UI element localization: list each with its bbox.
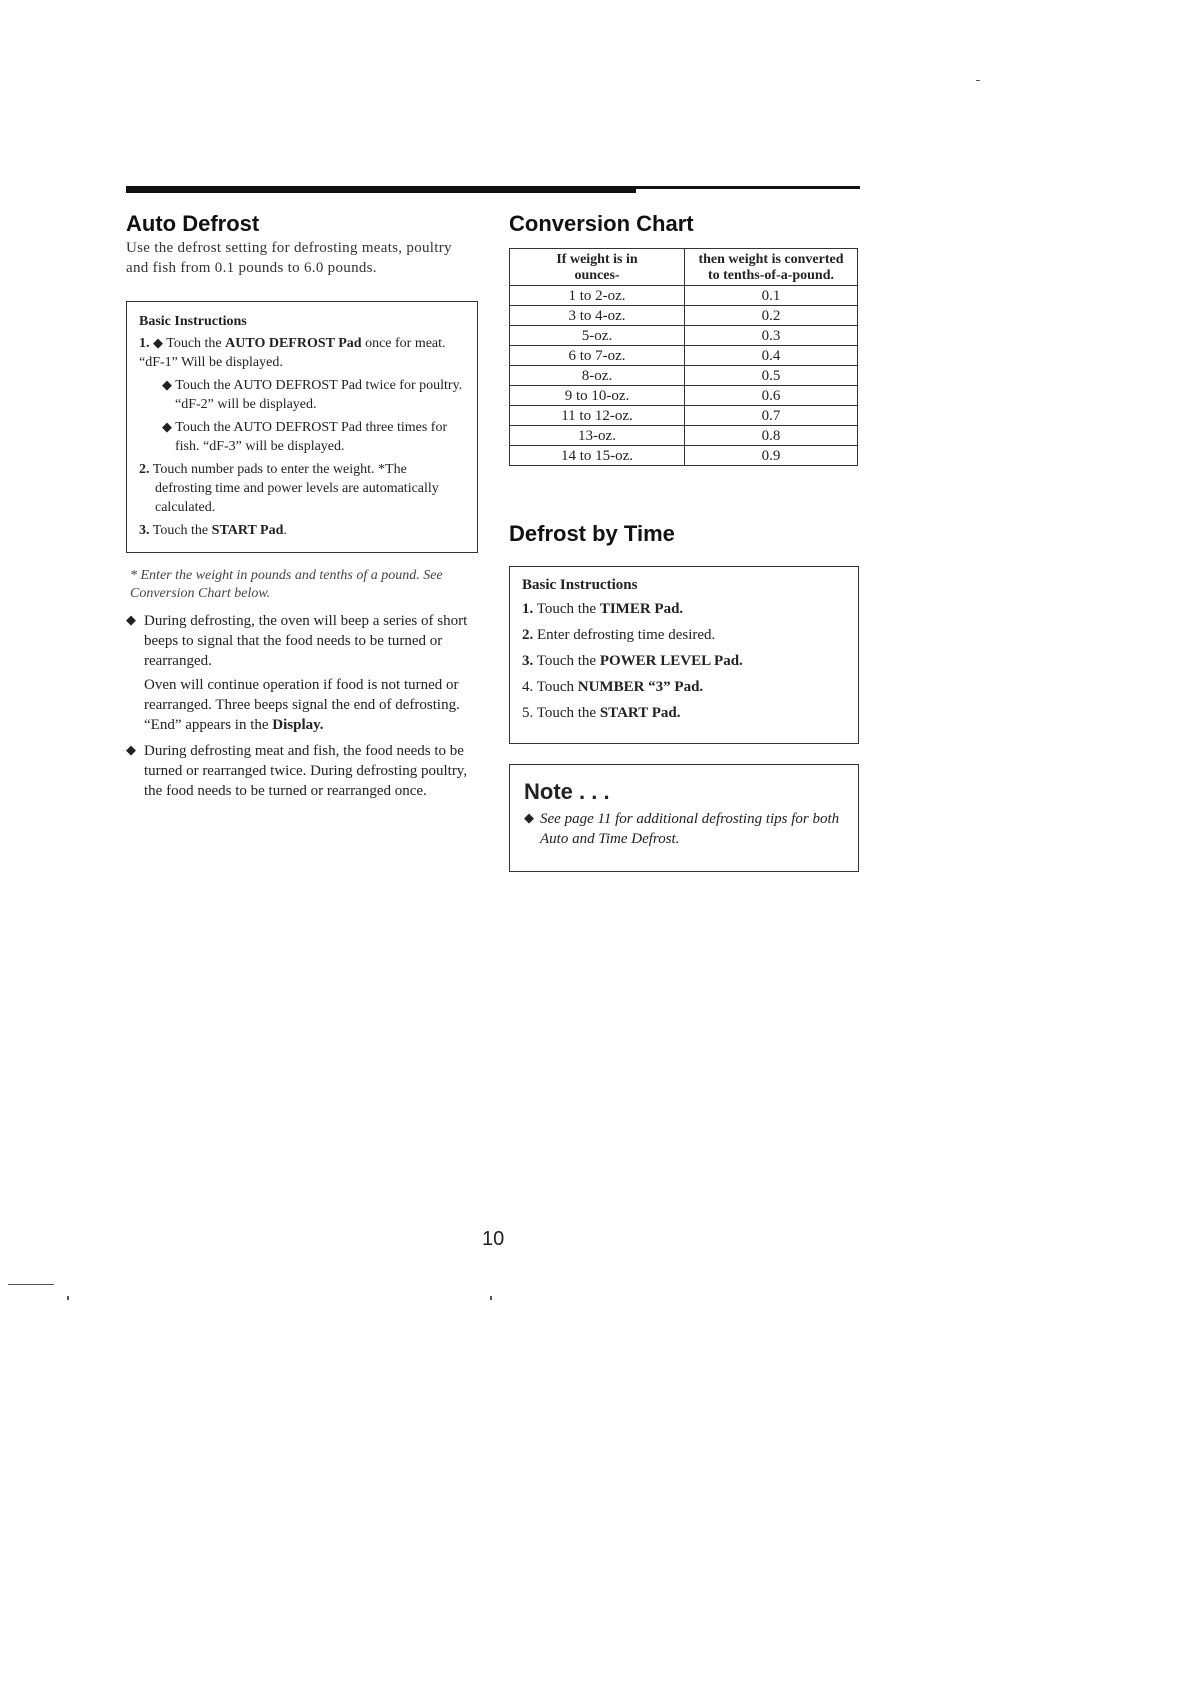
ounces-cell: 9 to 10-oz. (510, 386, 685, 406)
ounces-cell: 14 to 15-oz. (510, 446, 685, 466)
table-row (510, 286, 858, 306)
ounces-cell: 6 to 7-oz. (510, 346, 685, 366)
header-pound (685, 249, 858, 286)
pound-cell: 0.7 (685, 406, 858, 426)
table-row (510, 366, 858, 386)
pound-cell: 0.1 (685, 286, 858, 306)
step-text-bold: START Pad. (599, 705, 681, 721)
step-text: once for meat. “dF-1” Will be displayed. (139, 336, 446, 370)
table-row (510, 306, 858, 326)
pound-cell: 0.6 (685, 386, 858, 406)
pound-cell: 0.5 (685, 366, 858, 386)
conversion-chart-title: Conversion Chart (509, 211, 694, 236)
diamond-bullet-icon: ◆ (162, 378, 172, 393)
step-number: 1. (139, 336, 150, 351)
table-row (510, 406, 858, 426)
auto-defrost-step-1 (139, 334, 465, 372)
note-text-row (524, 809, 844, 849)
bullet-text: Oven will continue operation if food is not turned or rearranged. Three beeps signal the end of defrosting. “End” appears in the (144, 677, 460, 733)
step-number: 2. (522, 627, 534, 643)
ounces-cell: 1 to 2-oz. (510, 286, 685, 306)
diamond-bullet-icon: ◆ (162, 420, 172, 435)
top-rule-thick (126, 186, 636, 193)
step-text-bold: NUMBER “3” Pad. (577, 679, 704, 695)
table-row (510, 446, 858, 466)
step-text-bold: START Pad (211, 523, 284, 538)
header-text: to tenths-of-a-pound. (707, 268, 834, 283)
step-text: Touch (536, 679, 578, 695)
header-text: If weight is in (556, 252, 638, 267)
defrost-by-time-step-2 (522, 622, 846, 648)
defrost-by-time-box-title: Basic Instructions (522, 577, 638, 593)
scan-mark (490, 1296, 492, 1300)
conversion-table (509, 248, 858, 466)
step-number: 4. (522, 679, 534, 695)
step-number: 3. (139, 523, 150, 538)
step-text: Touch the (536, 601, 600, 617)
table-row (510, 346, 858, 366)
defrost-by-time-box (509, 566, 859, 744)
step-text: Touch the (152, 523, 212, 538)
defrost-by-time-step-4 (522, 674, 846, 700)
scan-mark (976, 80, 980, 81)
auto-defrost-step-1b (139, 376, 465, 414)
auto-defrost-intro: Use the defrost setting for defrosting meats, poultry and fish from 0.1 pounds to 6.0 pounds. (126, 240, 452, 276)
auto-defrost-footnote: * Enter the weight in pounds and tenths of a pound. See Conversion Chart below. (130, 568, 443, 601)
scan-mark (8, 1284, 54, 1285)
step-text: Touch number pads to enter the weight. *The defrosting time and power levels are automatically calculated. (152, 462, 439, 515)
auto-defrost-step-1c (139, 418, 465, 456)
step-number: 2. (139, 462, 150, 477)
step-text: . (283, 523, 287, 538)
header-text: ounces- (574, 268, 620, 283)
auto-defrost-step-2 (139, 460, 465, 517)
bullet-text: During defrosting meat and fish, the food needs to be turned or rearranged twice. During defrosting poultry, the food needs to be turned or rearranged once. (144, 743, 468, 799)
step-text-bold: AUTO DEFROST Pad (225, 336, 362, 351)
diamond-bullet-icon: ◆ (524, 811, 534, 826)
scan-mark (67, 1296, 69, 1300)
auto-defrost-step-3 (139, 521, 465, 540)
top-rule-thin (636, 186, 860, 189)
ounces-cell: 5-oz. (510, 326, 685, 346)
table-header-row (510, 249, 858, 286)
table-row (510, 386, 858, 406)
step-number: 1. (522, 601, 534, 617)
diamond-bullet-icon: ◆ (126, 743, 136, 758)
table-row (510, 326, 858, 346)
step-text: Touch the (166, 336, 226, 351)
header-text: then weight is converted (698, 252, 844, 267)
diamond-bullet-icon: ◆ (153, 336, 163, 351)
step-text: Touch the AUTO DEFROST Pad three times for fish. “dF-3” will be displayed. (175, 420, 448, 454)
step-text-bold: POWER LEVEL Pad. (599, 653, 743, 669)
note-box (509, 764, 859, 872)
bullet-text: During defrosting, the oven will beep a series of short beeps to signal that the food needs to be turned or rearranged. (144, 613, 468, 669)
table-row (510, 426, 858, 446)
step-text: Enter defrosting time desired. (537, 627, 716, 643)
auto-defrost-instructions-box (126, 301, 478, 553)
pound-cell: 0.8 (685, 426, 858, 446)
step-text: Touch the AUTO DEFROST Pad twice for poultry. “dF-2” will be displayed. (175, 378, 463, 412)
bullet-text-bold: Display. (272, 717, 324, 733)
ounces-cell: 3 to 4-oz. (510, 306, 685, 326)
defrost-by-time-step-3 (522, 648, 846, 674)
auto-defrost-bullet-2 (126, 741, 478, 801)
pound-cell: 0.4 (685, 346, 858, 366)
header-ounces (510, 249, 685, 286)
pound-cell: 0.9 (685, 446, 858, 466)
note-title: Note . . . (524, 779, 610, 804)
pound-cell: 0.3 (685, 326, 858, 346)
step-number: 3. (522, 653, 534, 669)
diamond-bullet-icon: ◆ (126, 613, 136, 628)
step-text: Touch the (536, 705, 600, 721)
ounces-cell: 11 to 12-oz. (510, 406, 685, 426)
auto-defrost-section (126, 238, 478, 801)
auto-defrost-bullet-1-cont (126, 675, 478, 735)
step-number: 5. (522, 705, 534, 721)
step-text: Touch the (536, 653, 600, 669)
defrost-by-time-step-1 (522, 596, 846, 622)
ounces-cell: 13-oz. (510, 426, 685, 446)
page-number: 10 (482, 1228, 505, 1250)
pound-cell: 0.2 (685, 306, 858, 326)
ounces-cell: 8-oz. (510, 366, 685, 386)
auto-defrost-box-title: Basic Instructions (139, 314, 247, 329)
defrost-by-time-step-5 (522, 700, 846, 726)
auto-defrost-bullet-1 (126, 611, 478, 671)
auto-defrost-title: Auto Defrost (126, 211, 260, 236)
step-text-bold: TIMER Pad. (599, 601, 684, 617)
defrost-by-time-title: Defrost by Time (509, 521, 675, 546)
note-text: See page 11 for additional defrosting tips for both Auto and Time Defrost. (540, 811, 840, 847)
